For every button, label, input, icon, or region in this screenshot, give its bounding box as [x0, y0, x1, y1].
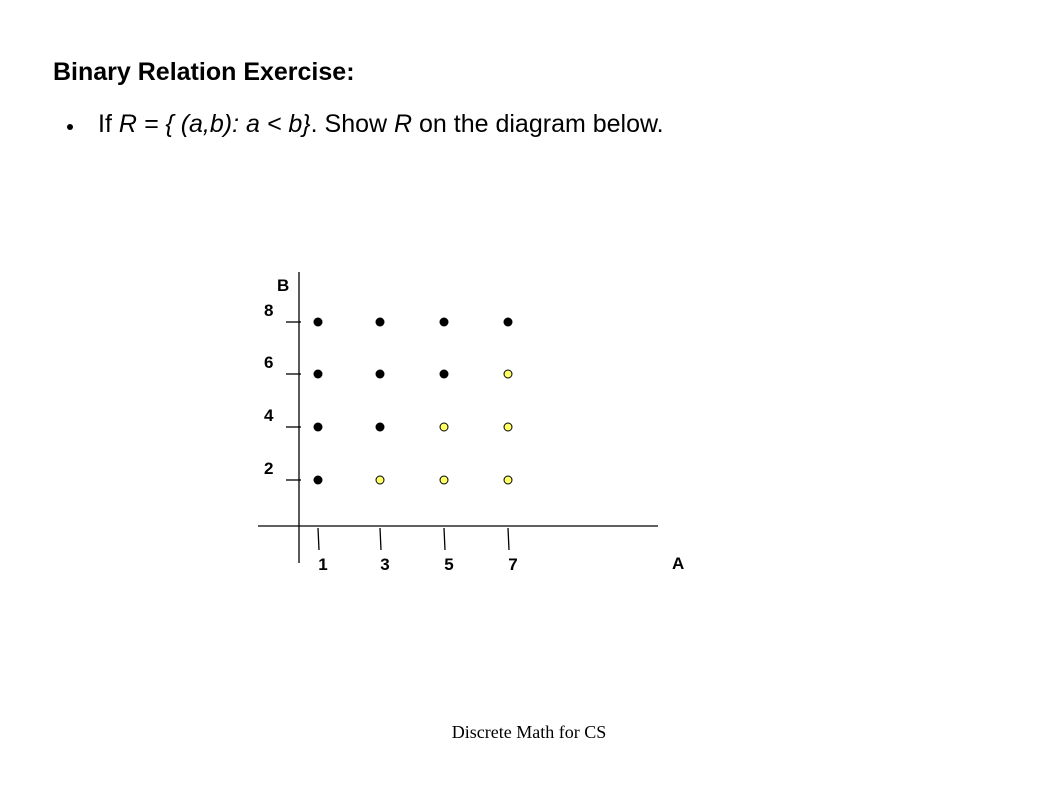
point-1-8-in-relation — [314, 318, 323, 327]
x-ticks — [318, 528, 518, 574]
slide-footer: Discrete Math for CS — [451, 722, 607, 742]
x-tick-mark-1 — [318, 528, 319, 550]
point-3-4-in-relation — [376, 423, 385, 432]
point-3-6-in-relation — [376, 370, 385, 379]
point-7-2-not-in-relation — [504, 476, 512, 484]
point-1-4-in-relation — [314, 423, 323, 432]
point-5-6-in-relation — [440, 370, 449, 379]
point-5-2-not-in-relation — [440, 476, 448, 484]
point-7-6-not-in-relation — [504, 370, 512, 378]
x-tick-mark-5 — [444, 528, 445, 550]
y-tick-label-4: 4 — [264, 406, 274, 425]
point-1-2-in-relation — [314, 476, 323, 485]
point-7-8-in-relation — [504, 318, 513, 327]
bullet-var-r: R — [118, 110, 137, 138]
bullet-show: . Show — [310, 110, 395, 138]
x-tick-label-3: 3 — [380, 555, 390, 574]
point-1-6-in-relation — [314, 370, 323, 379]
y-tick-label-2: 2 — [264, 459, 274, 478]
bullet-relation-definition: = { (a,b): a < b} — [136, 110, 311, 138]
y-ticks — [264, 301, 301, 480]
x-tick-label-5: 5 — [444, 555, 454, 574]
x-tick-mark-3 — [380, 528, 381, 550]
point-5-4-not-in-relation — [440, 423, 448, 431]
x-tick-label-1: 1 — [318, 555, 328, 574]
y-tick-label-8: 8 — [264, 301, 274, 320]
point-5-8-in-relation — [440, 318, 449, 327]
x-tick-label-7: 7 — [508, 555, 518, 574]
bullet-var-r-2: R — [394, 110, 413, 138]
point-3-2-not-in-relation — [376, 476, 384, 484]
bullet-suffix: on the diagram below. — [412, 110, 664, 138]
grid-points — [314, 318, 513, 485]
slide-title: Binary Relation Exercise: — [53, 58, 355, 86]
y-tick-label-6: 6 — [264, 353, 274, 372]
x-axis-label: A — [672, 554, 685, 573]
point-7-4-not-in-relation — [504, 423, 512, 431]
bullet-prefix: If — [98, 110, 119, 138]
point-3-8-in-relation — [376, 318, 385, 327]
y-axis-label: B — [277, 276, 290, 295]
x-tick-mark-7 — [508, 528, 509, 550]
